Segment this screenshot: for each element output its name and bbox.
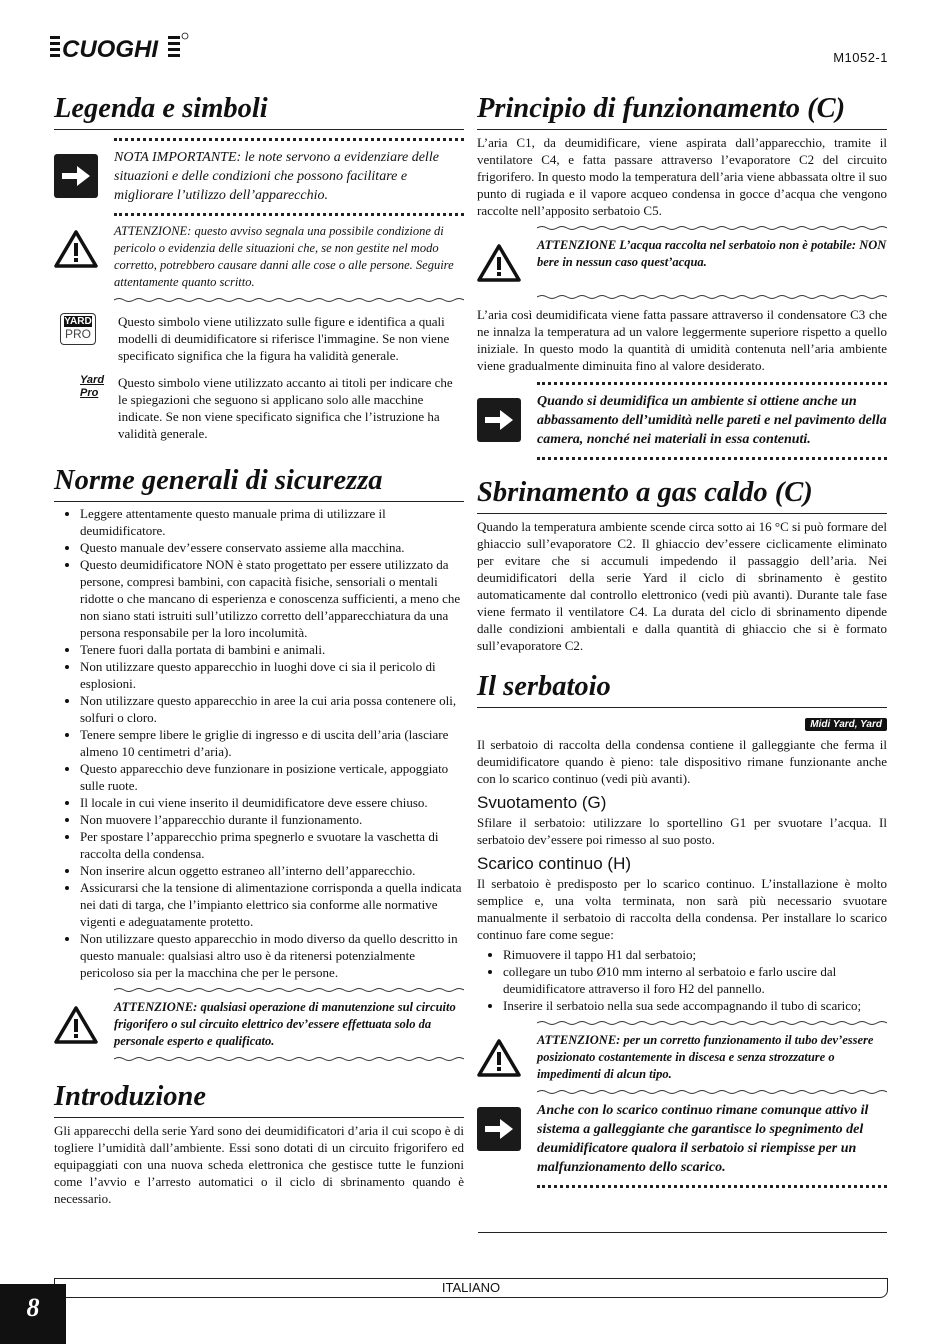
dotted-divider bbox=[537, 457, 887, 460]
dotted-divider bbox=[114, 213, 464, 216]
list-item: • Questo apparecchio deve funzionare in posizione verticale, appoggiato sulle ruote. bbox=[80, 760, 464, 794]
list-item: • Il locale in cui viene inserito il deumidificatore deve essere chiuso. bbox=[80, 794, 464, 811]
svuotamento-text: Sfilare il serbatoio: utilizzare lo sportellino G1 per svuotare l’acqua. Il serbatoio dev’essere poi rimesso al suo posto. bbox=[477, 815, 887, 847]
dotted-divider bbox=[537, 1185, 887, 1188]
list-item: • collegare un tubo Ø10 mm interno al serbatoio e farlo uscire dal deumidificatore attraverso il foro H2 del pannello. bbox=[503, 963, 887, 997]
wavy-divider bbox=[537, 1020, 887, 1026]
wavy-divider bbox=[537, 225, 887, 231]
scarico-title: Scarico continuo (H) bbox=[477, 854, 632, 873]
serbatoio-text: Il serbatoio di raccolta della condensa contiene il galleggiante che ferma il deumidificatore quando è pieno: tale dispositivo rimane funzionante anche con lo scarico continuo (vedi più avanti). bbox=[477, 737, 887, 786]
dotted-divider bbox=[537, 382, 887, 385]
document-code: M1052-1 bbox=[833, 50, 888, 65]
sbrinamento-title: Sbrinamento a gas caldo (C) bbox=[477, 476, 887, 514]
arrow-right-icon bbox=[477, 398, 521, 442]
warning-text: ATTENZIONE: per un corretto funzionamento il tubo dev’essere posizionato costantemente in discesa e senza strozzature o impedimenti di alcun tipo. bbox=[537, 1033, 874, 1081]
page-number: 8 bbox=[0, 1284, 66, 1344]
left-column bbox=[54, 92, 464, 1207]
brand-logo bbox=[50, 30, 190, 64]
language-bar bbox=[54, 1278, 888, 1298]
list-item: • Non muovere l’apparecchio durante il funzionamento. bbox=[80, 811, 464, 828]
list-item: • Questo deumidificatore NON è stato progettato per essere utilizzato da persone, compresi bambini, con capacità fisiche, sensoriali o mentali ridotte o che mancano di esperienza e conoscenza sufficienti, a meno che non siano stati istruiti sull’utilizzo corretto dell’apparecchiatura da una persona responsabile per la loro incolumità. bbox=[80, 556, 464, 641]
symbol2-text: Questo simbolo viene utilizzato accanto ai titoli per indicare che le spiegazioni che seguono si applicano solo alle macchine indicate. Se non viene specificato significa che l’istruzione ha validità generale. bbox=[118, 375, 453, 441]
warning-box bbox=[477, 237, 887, 288]
model-badge: Midi Yard, Yard bbox=[477, 714, 887, 732]
right-column bbox=[477, 92, 887, 1195]
dotted-divider bbox=[114, 138, 464, 141]
list-item: • Rimuovere il tappo H1 dal serbatoio; bbox=[503, 946, 887, 963]
symbol-yard-pro-box bbox=[54, 313, 464, 364]
sbrinamento-text: Quando la temperatura ambiente scende circa sotto ai 16 °C si può formare del ghiaccio sull’evaporatore C2. Il ghiaccio dev’essere ciclicamente eliminato per evitare che si accumuli impedendo il passaggio dell’aria. Nei deumidificatori della serie Yard il ciclo di sbrinamento è gestito automaticamente dal controllo elettronico (vedi più avanti). Durante tale fase viene fermato il ventilatore C4. La durata del ciclo di sbrinamento dipende dalle condizioni ambientali e dalla quantità di ghiaccio che si è formato sull’evaporatore C2. bbox=[477, 519, 887, 653]
list-item: • Non utilizzare questo apparecchio in luoghi dove ci sia il pericolo di esplosioni. bbox=[80, 658, 464, 692]
wavy-divider bbox=[114, 987, 464, 993]
serbatoio-title: Il serbatoio bbox=[477, 670, 887, 708]
note-box bbox=[54, 148, 464, 205]
wavy-divider bbox=[114, 297, 464, 303]
arrow-right-icon bbox=[54, 154, 98, 198]
warning-triangle-icon bbox=[54, 1005, 98, 1045]
warning-triangle-icon bbox=[477, 1038, 521, 1078]
intro-title: Introduzione bbox=[54, 1080, 464, 1118]
warning-triangle-icon bbox=[54, 229, 98, 269]
svuotamento-title: Svuotamento (G) bbox=[477, 793, 607, 812]
note-text: Anche con lo scarico continuo rimane comunque attivo il sistema a galleggiante che garantisce lo spegnimento del deumidificatore qualora il serbatoio si riempisse per un malfunzionamento dello scarico. bbox=[537, 1103, 869, 1175]
list-item: • Non utilizzare questo apparecchio in aree la cui aria possa contenere oli, solfuri o cloro. bbox=[80, 692, 464, 726]
list-item: • Leggere attentamente questo manuale prima di utilizzare il deumidificatore. bbox=[80, 505, 464, 539]
principio-text-1: L’aria C1, da deumidificare, viene aspirata dall’apparecchio, tramite il ventilatore C4, e fatta passare attraverso l’evaporatore C2 del circuito frigorifero. In questo modo la temperatura dell’aria viene abbassata oltre il suo punto di rugiada e il vapore acqueo condensa in gocce d’acqua che vengono raccolte nell’apposito serbatoio C5. bbox=[477, 135, 887, 218]
warning-box bbox=[54, 223, 464, 291]
scarico-text: Il serbatoio è predisposto per lo scarico continuo. L’installazione è molto semplice e, una volta terminata, non sarà più necessario svuotare manualmente il serbatoio di raccolta della condensa. Per installare lo scarico continuo fare come segue: bbox=[477, 876, 887, 942]
principio-text-2: L’aria così deumidificata viene fatta passare attraverso il condensatore C3 che ne innalza la temperatura ad un valore leggermente superiore rispetto a quello iniziale. In questo modo la quantità di umidità contenuta nell’aria ambiente viene gradualmente diminuita fino al valore desiderato. bbox=[477, 307, 887, 373]
warning-box bbox=[477, 1032, 887, 1083]
list-item: • Non utilizzare questo apparecchio in modo diverso da quello descritto in questo manuale: qualsiasi altro uso è da ritenersi potenzialmente pericoloso sia per la macchina che per le persone. bbox=[80, 930, 464, 981]
principio-title: Principio di funzionamento (C) bbox=[477, 92, 887, 130]
legenda-title: Legenda e simboli bbox=[54, 92, 464, 130]
warning-triangle-icon bbox=[477, 243, 521, 283]
scarico-list bbox=[477, 946, 887, 1014]
list-item: • Tenere fuori dalla portata di bambini e animali. bbox=[80, 641, 464, 658]
list-item: • Inserire il serbatoio nella sua sede accompagnando il tubo di scarico; bbox=[503, 997, 887, 1014]
note-box bbox=[477, 392, 887, 449]
list-item: • Non inserire alcun oggetto estraneo all’interno dell’apparecchio. bbox=[80, 862, 464, 879]
warning-text: ATTENZIONE: questo avviso segnala una possibile condizione di pericolo o evidenzia delle situazioni che, se non gestite nel modo corretto, potrebbero causare danni alle cose o alle persone. Seguire attentamente quanto scritto. bbox=[114, 224, 454, 289]
yard-pro-icon: YARD PRO bbox=[60, 313, 96, 345]
note-text: Quando si deumidifica un ambiente si ottiene anche un abbassamento dell’umidità nelle pareti e nel pavimento della camera, nonché nei materiali in essa contenuti. bbox=[537, 394, 887, 447]
wavy-divider bbox=[537, 1089, 887, 1095]
list-item: • Per spostare l’apparecchio prima spegnerlo e svuotare la vaschetta di raccolta della condensa. bbox=[80, 828, 464, 862]
wavy-divider bbox=[537, 294, 887, 300]
warning-text: ATTENZIONE: qualsiasi operazione di manutenzione sul circuito frigorifero o sul circuito elettrico dev’essere effettuata solo da personale esperto e qualificato. bbox=[114, 1000, 456, 1048]
norme-list bbox=[54, 505, 464, 981]
note-box bbox=[477, 1101, 887, 1177]
warning-text: ATTENZIONE L’acqua raccolta nel serbatoio non è potabile: NON bere in nessun caso quest’acqua. bbox=[537, 238, 887, 269]
list-item: • Assicurarsi che la tensione di alimentazione corrisponda a quella indicata nei dati di targa, che l’impianto elettrico sia conforme alle normative vigenti e adeguatamente protetto. bbox=[80, 879, 464, 930]
arrow-right-icon bbox=[477, 1107, 521, 1151]
norme-title: Norme generali di sicurezza bbox=[54, 464, 464, 502]
yard-pro-title-icon: Yard Pro bbox=[80, 374, 105, 399]
intro-text: Gli apparecchi della serie Yard sono dei deumidificatori d’aria il cui scopo è di togliere l’umidità dall’ambiente. Essi sono dotati di un circuito frigorifero ed equipaggiati con una nuova scheda elettronica che gestisce tutte le funzioni come l’avvio e l’arresto automatici o il ciclo di sbrinamento quando è necessario. bbox=[54, 1123, 464, 1206]
wavy-divider bbox=[114, 1056, 464, 1062]
symbol-yard-pro-title-box bbox=[54, 374, 464, 442]
brand-name: CUOGHI bbox=[62, 36, 158, 63]
list-item: • Questo manuale dev’essere conservato assieme alla macchina. bbox=[80, 539, 464, 556]
note-text: NOTA IMPORTANTE: le note servono a evidenziare delle situazioni e delle condizioni che possono facilitare e migliorare l’utilizzo dell’apparecchio. bbox=[114, 150, 439, 203]
warning-box bbox=[54, 999, 464, 1050]
footer-rule bbox=[478, 1232, 887, 1233]
list-item: • Tenere sempre libere le griglie di ingresso e di uscita dell’aria (lasciare almeno 10 centimetri d’aria). bbox=[80, 726, 464, 760]
symbol1-text: Questo simbolo viene utilizzato sulle figure e identifica a quali modelli di deumidificatore si riferisce l'immagine. Se non viene specificato significa che la figura ha validità generale. bbox=[118, 314, 450, 363]
language-label: ITALIANO bbox=[441, 1280, 501, 1295]
cuoghi-logo-icon bbox=[50, 30, 190, 64]
